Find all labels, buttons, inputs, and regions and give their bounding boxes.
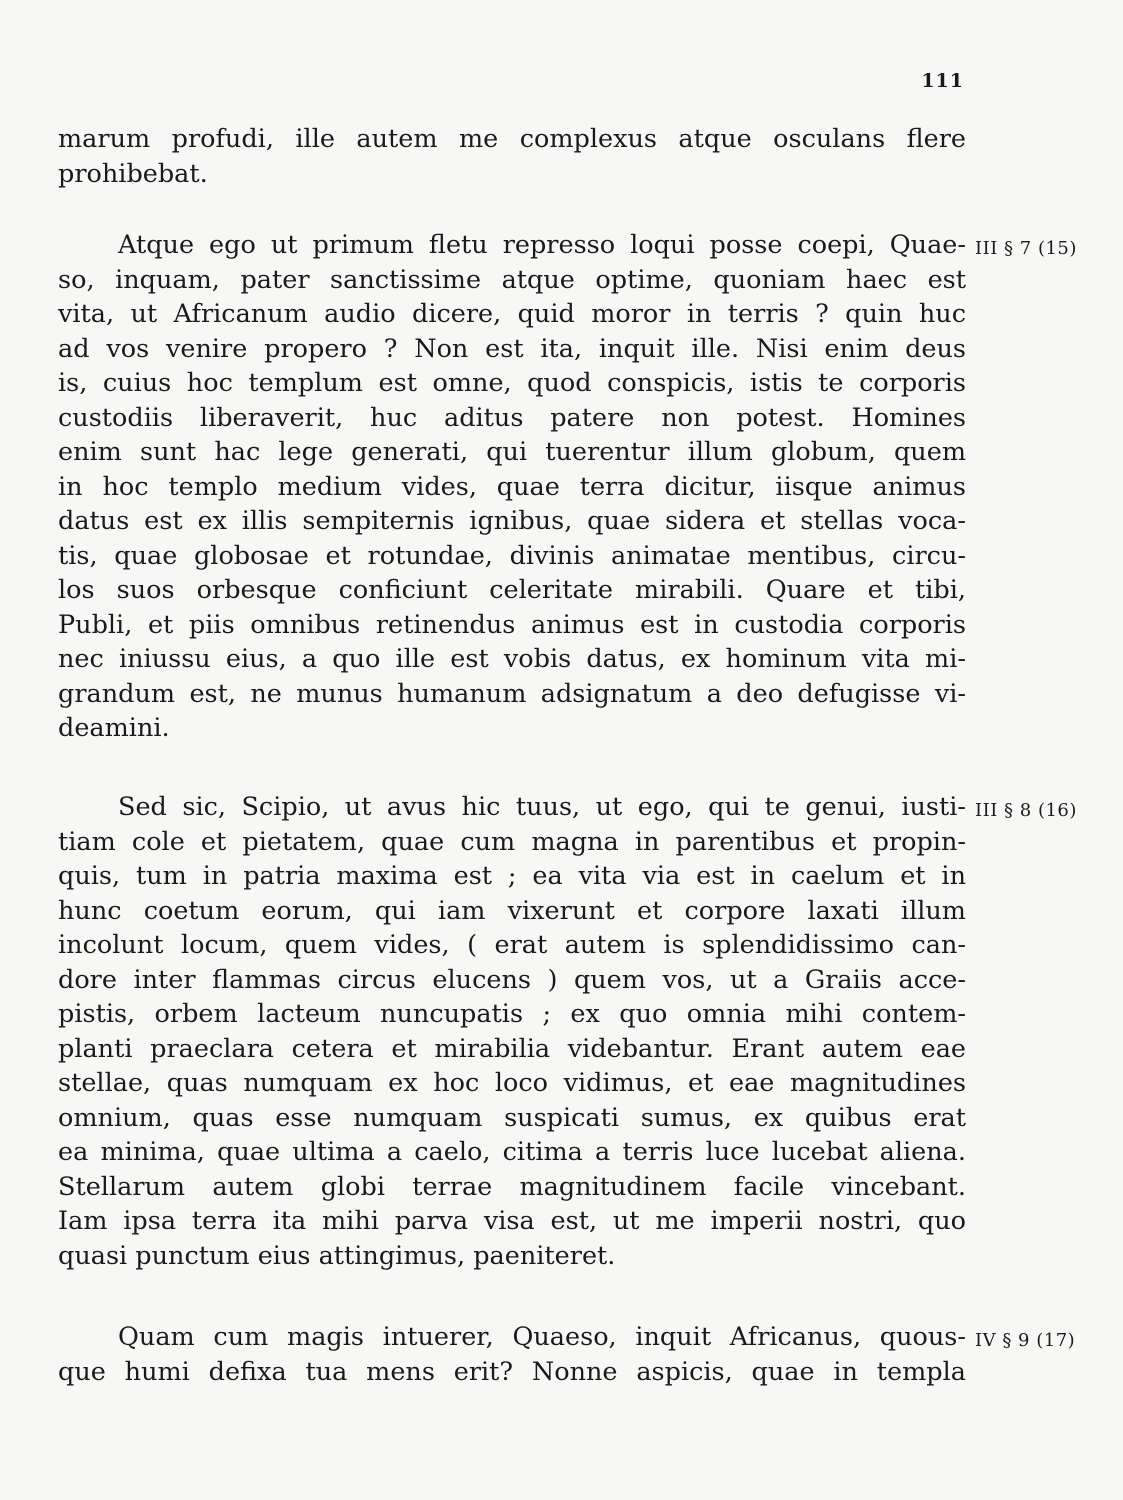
text-line: stellae, quas numquam ex hoc loco vidimus, et eae magnitudines <box>58 1068 966 1098</box>
text-line: in hoc templo medium vides, quae terra dicitur, iisque animus <box>58 471 966 502</box>
text-line: ad vos venire propero ? Non est ita, inquit ille. Nisi enim deus <box>58 333 966 364</box>
text-line: que humi defixa tua mens erit? Nonne aspicis, quae in templa <box>58 1356 966 1387</box>
text-line: quis, tum in patria maxima est ; ea vita via est in caelum et in <box>58 861 966 891</box>
text-line: los suos orbesque conficiunt celeritate mirabili. Quare et tibi, <box>58 575 966 605</box>
text-line: Publi, et piis omnibus retinendus animus est in custodia corporis <box>58 609 966 640</box>
text-line: datus est ex illis sempiternis ignibus, quae sidera et stellas voca- <box>58 506 966 536</box>
text-line: is, cuius hoc templum est omne, quod conspicis, istis te corporis <box>58 368 966 398</box>
text-line: deamini. <box>58 713 170 743</box>
paragraph-3 <box>58 790 966 1273</box>
text-line: hunc coetum eorum, qui iam vixerunt et corpore laxati illum <box>58 895 966 926</box>
text-line: incolunt locum, quem vides, ( erat autem is splendidissimo can- <box>58 930 966 960</box>
text-line: marum profudi, ille autem me complexus atque osculans flere <box>58 124 966 154</box>
text-line: prohibebat. <box>58 158 208 189</box>
paragraph-2 <box>58 228 966 746</box>
text-line: planti praeclara cetera et mirabilia videbantur. Erant autem eae <box>58 1033 966 1064</box>
text-line: ea minima, quae ultima a caelo, citima a terris luce lucebat aliena. <box>58 1137 966 1167</box>
margin-reference: III § 7 (15) <box>975 238 1077 259</box>
text-line: tis, quae globosae et rotundae, divinis animatae mentibus, circu- <box>58 540 966 571</box>
text-line: nec iniussu eius, a quo ille est vobis datus, ex hominum vita mi- <box>58 644 966 674</box>
text-line: vita, ut Africanum audio dicere, quid moror in terris ? quin huc <box>58 299 966 329</box>
page-number: 111 <box>921 70 964 92</box>
margin-reference: IV § 9 (17) <box>975 1330 1076 1351</box>
text-line: omnium, quas esse numquam suspicati sumus, ex quibus erat <box>58 1102 966 1133</box>
text-line: Iam ipsa terra ita mihi parva visa est, ut me imperii nostri, quo <box>58 1206 966 1236</box>
text-line: Sed sic, Scipio, ut avus hic tuus, ut ego, qui te genui, iusti- <box>118 792 966 822</box>
paragraph-4 <box>58 1320 966 1389</box>
text-line: Stellarum autem globi terrae magnitudinem facile vincebant. <box>58 1171 966 1202</box>
text-line: tiam cole et pietatem, quae cum magna in parentibus et propin- <box>58 826 966 857</box>
text-line: quasi punctum eius attingimus, paeniteret. <box>58 1240 616 1271</box>
text-line: pistis, orbem lacteum nuncupatis ; ex quo omnia mihi contem- <box>58 999 966 1029</box>
text-line: custodiis liberaverit, huc aditus patere non potest. Homines <box>58 402 966 433</box>
text-line: dore inter flammas circus elucens ) quem vos, ut a Graiis acce- <box>58 964 966 995</box>
text-line: so, inquam, pater sanctissime atque optime, quoniam haec est <box>58 264 966 295</box>
text-line: grandum est, ne munus humanum adsignatum a deo defugisse vi- <box>58 678 966 709</box>
text-line: Quam cum magis intuerer, Quaeso, inquit Africanus, quous- <box>118 1322 966 1352</box>
margin-reference: III § 8 (16) <box>975 800 1077 821</box>
text-line: Atque ego ut primum fletu represso loqui posse coepi, Quae- <box>118 230 966 260</box>
text-line: enim sunt hac lege generati, qui tuerentur illum globum, quem <box>58 437 966 467</box>
paragraph-1 <box>58 122 966 191</box>
